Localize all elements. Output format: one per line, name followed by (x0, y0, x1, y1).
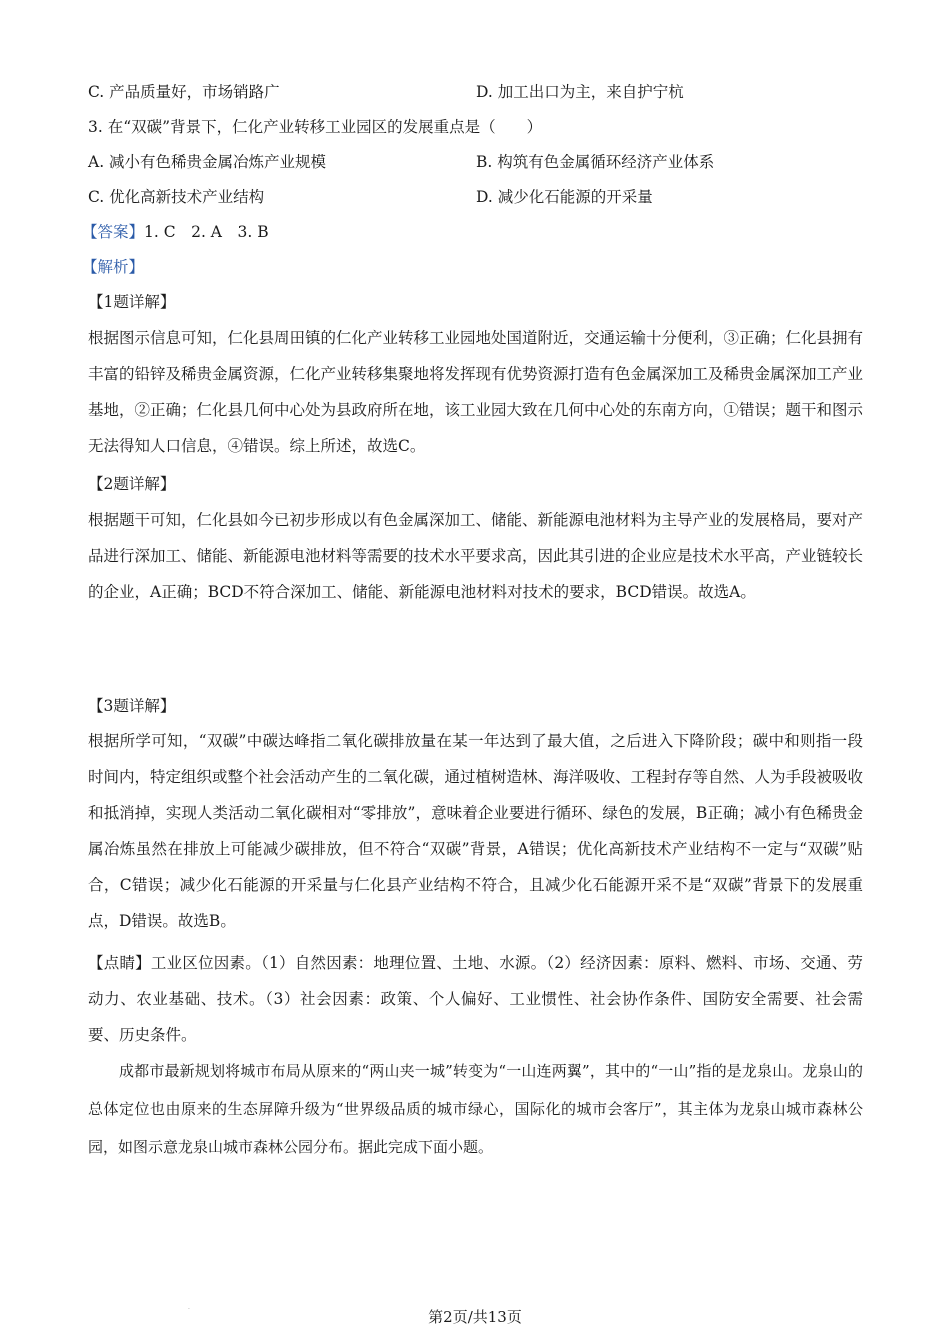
detail-1-title: 【1题详解】 (88, 293, 176, 311)
detail-3-body: 根据所学可知，“双碳”中碳达峰指二氧化碳排放量在某一年达到了最大值，之后进入下降阶段；碳中和则指一段时间内，特定组织或整个社会活动产生的二氧化碳，通过植树造林、海洋吸收、工程封存等自然、人为手段被吸收和抵消掉，实现人类活动二氧化碳相对“零排放”，意味着企业要进行循环、绿色的发展，B正确；减小有色稀贵金属冶炼虽然在排放上可能减少碳排放，但不符合“双碳”背景，A错误；优化高新技术产业结构不一定与“双碳”贴合，C错误；减少化石能源的开采量与仁化县产业结构不符合，且减少化石能源开采不是“双碳”背景下的发展重点，D错误。故选B。 (88, 732, 864, 930)
answer-text: 1. C 2. A 3. B (144, 223, 269, 241)
option-3c: C. 优化高新技术产业结构 (88, 188, 265, 206)
answer-line (82, 222, 269, 242)
option-2d: D. 加工出口为主，来自护宁杭 (476, 83, 684, 101)
answer-tag: 【答案】 (82, 223, 145, 241)
option-3a: A. 减小有色稀贵金属冶炼产业规模 (88, 153, 327, 171)
page-footer: 第2页/共13页 (428, 1308, 522, 1326)
tip-block (88, 945, 863, 1053)
option-2c: C. 产品质量好，市场销路广 (88, 83, 280, 101)
tip-body: 工业区位因素。（1）自然因素：地理位置、土地、水源。（2）经济因素：原料、燃料、市场、交通、劳动力、农业基础、技术。（3）社会因素：政策、个人偏好、工业惯性、社会协作条件、国防安全需要、社会需要、历史条件。 (88, 954, 863, 1044)
option-3d: D. 减少化石能源的开采量 (476, 188, 653, 206)
detail-2-title: 【2题详解】 (88, 475, 176, 493)
option-3b: B. 构筑有色金属循环经济产业体系 (476, 153, 715, 171)
question-3-stem: 3. 在“双碳”背景下，仁化产业转移工业园区的发展重点是（ ） (88, 118, 543, 136)
tip-tag: 【点睛】 (88, 954, 151, 972)
material-paragraph: 成都市最新规划将城市布局从原来的“两山夹一城”转变为“一山连两翼”，其中的“一山”指的是龙泉山。龙泉山的总体定位也由原来的生态屏障升级为“世界级品质的城市绿心，国际化的城市会客厅”，其主体为龙泉山城市森林公园，如图示意龙泉山城市森林公园分布。据此完成下面小题。 (88, 1062, 863, 1156)
detail-3-title: 【3题详解】 (88, 697, 176, 715)
detail-1-body: 根据图示信息可知，仁化县周田镇的仁化产业转移工业园地处国道附近，交通运输十分便利，③正确；仁化县拥有丰富的铅锌及稀贵金属资源，仁化产业转移集聚地将发挥现有优势资源打造有色金属深加工及稀贵金属深加工产业基地，②正确；仁化县几何中心处为县政府所在地，该工业园大致在几何中心处的东南方向，①错误；题干和图示无法得知人口信息，④错误。综上所述，故选C。 (88, 329, 864, 455)
analysis-tag: 【解析】 (82, 258, 145, 276)
scan-mark: · (188, 1306, 190, 1313)
detail-2-body: 根据题干可知，仁化县如今已初步形成以有色金属深加工、储能、新能源电池材料为主导产业的发展格局，要对产品进行深加工、储能、新能源电池材料等需要的技术水平要求高，因此其引进的企业应是技术水平高，产业链较长的企业，A正确；BCD不符合深加工、储能、新能源电池材料对技术的要求，BCD错误。故选A。 (88, 511, 864, 601)
